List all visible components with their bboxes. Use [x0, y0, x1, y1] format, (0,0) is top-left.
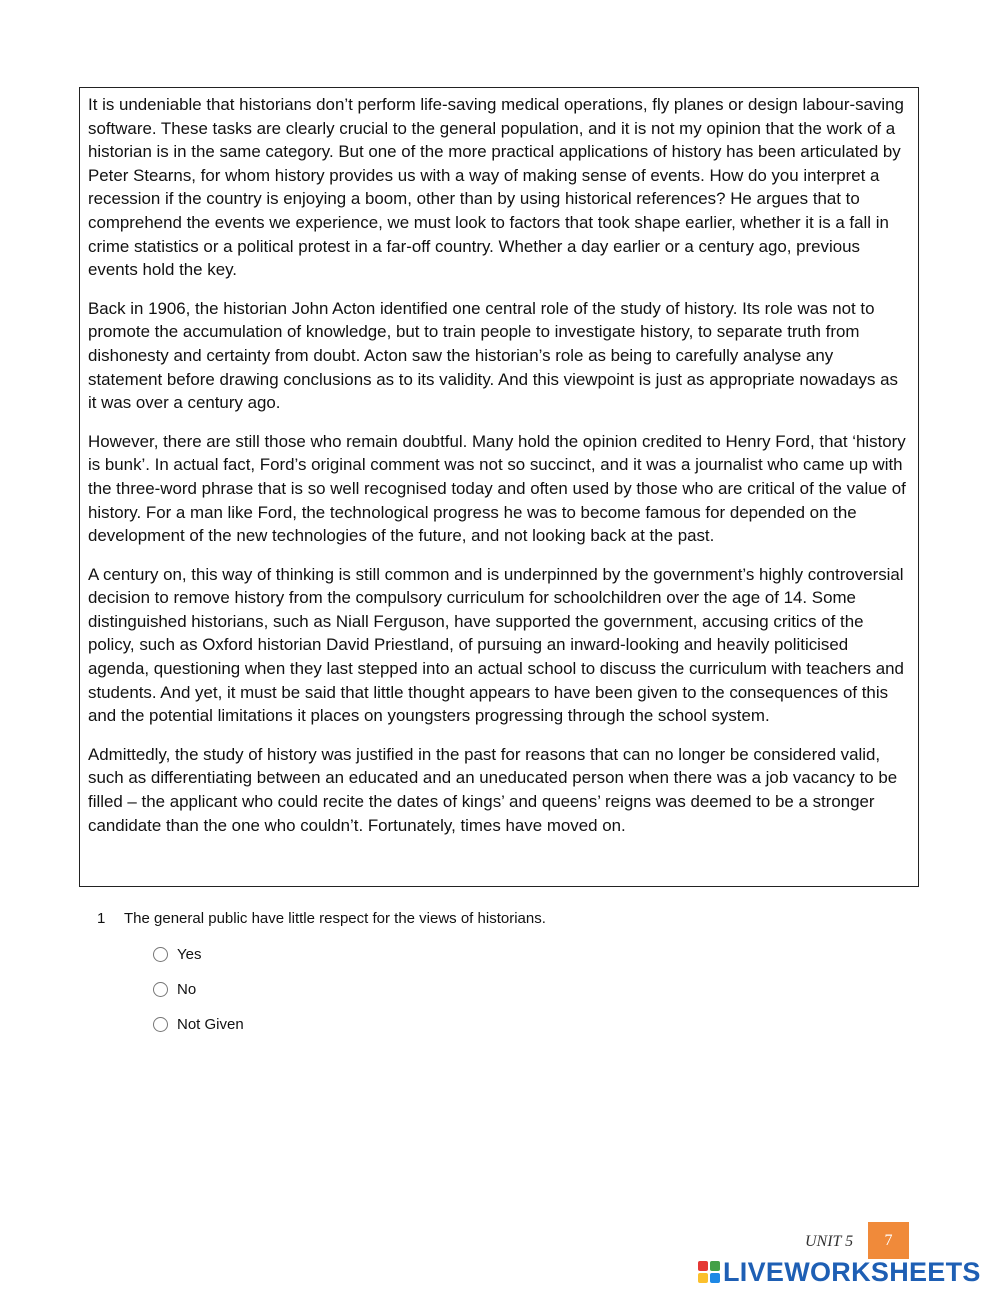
option-no[interactable] — [153, 972, 244, 1007]
question-1 — [97, 910, 546, 927]
question-text: The general public have little respect for the views of historians. — [124, 910, 546, 927]
question-number: 1 — [97, 910, 106, 927]
passage-paragraph: It is undeniable that historians don’t perform life-saving medical operations, fly planes or design labour-saving software. These tasks are clearly crucial to the general population, and it is not my opinion that the work of a historian is in the same category. But one of the more practical applications of history has been articulated by Peter Stearns, for whom history provides us with a way of making sense of events. How do you interpret a recession if the country is enjoying a boom, other than by using historical references? He argues that to comprehend the events we experience, we must look to factors that took shape earlier, whether it is a fall in crime statistics or a political protest in a far-off country. Whether a day earlier or a century ago, previous events hold the key. — [88, 95, 904, 280]
brand-name: LIVEWORKSHEETS — [723, 1256, 981, 1287]
passage-paragraph: Admittedly, the study of history was justified in the past for reasons that can no longer be considered valid, such as differentiating between an educated and an uneducated person when there was a job vacancy to be filled – the applicant who could recite the dates of kings’ and queens’ reigns was deemed to be a stronger candidate than the one who couldn’t. Fortunately, times have moved on. — [88, 744, 898, 835]
reading-passage — [79, 87, 919, 887]
option-label: No — [177, 981, 197, 998]
answer-options — [153, 937, 244, 1042]
passage-paragraph: However, there are still those who remain doubtful. Many hold the opinion credited to Henry Ford, that ‘history is bunk’. In actual fact, Ford’s original comment was not so succinct, and it was a journalist who came up with the three-word phrase that is so well recognised today and often used by those who are critical of the value of history. For a man like Ford, the technological progress he was to become famous for depended on the development of the new technologies of the future, and not looking back at the past. — [88, 431, 906, 546]
radio-button-yes[interactable] — [153, 947, 168, 962]
option-label: Yes — [177, 946, 202, 963]
passage-paragraph: A century on, this way of thinking is still common and is underpinned by the government’s highly controversial decision to remove history from the compulsory curriculum for schoolchildren over the age of 14. Some distinguished historians, such as Niall Ferguson, have supported the government, accusing critics of the policy, such as Oxford historian David Priestland, of pursuing an inward-looking and heavily politicised agenda, questioning when they last stepped into an actual school to discuss the curriculum with teachers and students. And yet, it must be said that little thought appears to have been given to the consequences of this and the potential limitations it places on youngsters progressing through the school system. — [88, 564, 904, 726]
radio-button-not-given[interactable] — [153, 1017, 168, 1032]
liveworksheets-brand — [698, 1256, 981, 1287]
unit-label: UNIT 5 — [805, 1233, 854, 1250]
option-not-given[interactable] — [153, 1007, 244, 1042]
option-yes[interactable] — [153, 937, 244, 972]
page-number: 7 — [868, 1222, 909, 1259]
radio-button-no[interactable] — [153, 982, 168, 997]
liveworksheets-logo-icon — [698, 1261, 720, 1283]
passage-paragraph: Back in 1906, the historian John Acton identified one central role of the study of history. Its role was not to promote the accumulation of knowledge, but to train people to investigate history, to separate truth from dishonesty and certainty from doubt. Acton saw the historian’s role as being to carefully analyse any statement before drawing conclusions as to its validity. And this viewpoint is just as appropriate nowadays as it was over a century ago. — [88, 298, 898, 413]
option-label: Not Given — [177, 1016, 244, 1033]
